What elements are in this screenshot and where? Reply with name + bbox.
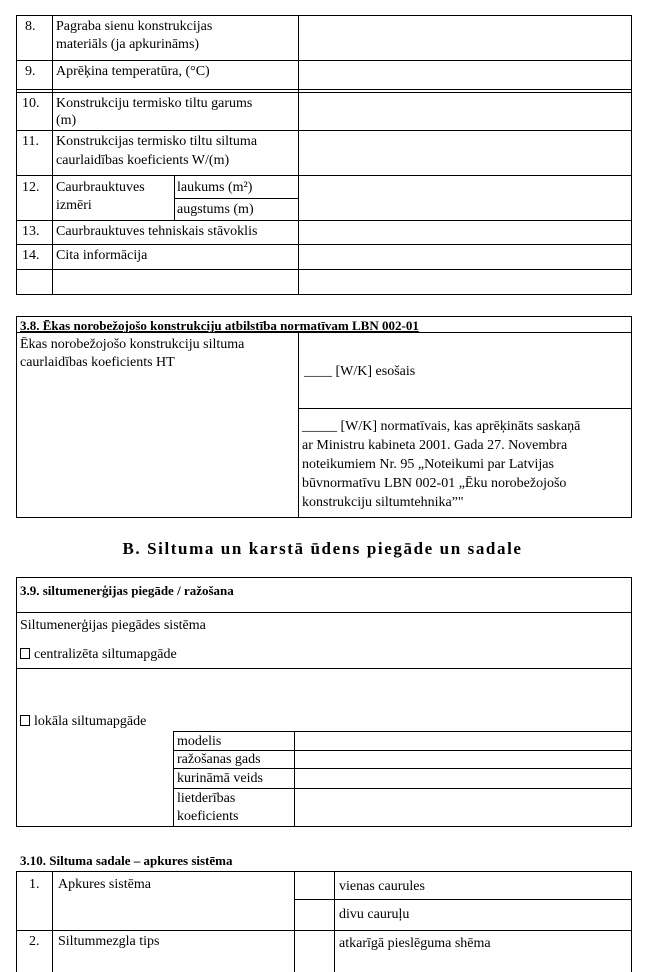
section-3-8-left-line2: caurlaidības koeficients HT	[20, 355, 175, 370]
section-3-8-norm-line2: ar Ministru kabineta 2001. Gada 27. Novembra	[302, 438, 568, 453]
row-8-label-line1: Pagraba sienu konstrukcijas	[56, 19, 213, 34]
section-3-8-norm-line1: _____ [W/K] normatīvais, kas aprēķināts saskaņā	[302, 419, 581, 434]
row-14-number: 14.	[22, 248, 40, 263]
option-single-pipe: vienas caurules	[339, 879, 425, 894]
row-10-number: 10.	[22, 96, 40, 111]
row-9-label: Aprēķina temperatūra, (°C)	[56, 64, 210, 79]
section-3-8-norm-line5: konstrukciju siltumtehnika”"	[302, 495, 464, 510]
row-14-label: Cita informācija	[56, 248, 148, 263]
row-10-label-line2: (m)	[56, 113, 77, 128]
section-b-heading: B. Siltuma un karstā ūdens piegāde un sadale	[122, 539, 523, 558]
s310-row-2-label: Siltummezgla tips	[58, 934, 160, 949]
section-3-8-left-line1: Ēkas norobežojošo konstrukciju siltuma	[20, 337, 245, 352]
s310-row-2-number: 2.	[29, 934, 40, 949]
row-8-label-line2: materiāls (ja apkurināms)	[56, 37, 200, 52]
s310-row-1-number: 1.	[29, 877, 40, 892]
row-12-sub-area: laukums (m²)	[177, 180, 253, 195]
row-10-label-line1: Konstrukciju termisko tiltu garums	[56, 96, 253, 111]
row-12-sub-height: augstums (m)	[177, 202, 254, 217]
section-3-9-title: 3.9. siltumenerģijas piegāde / ražošana	[20, 583, 234, 598]
option-two-pipe: divu cauruļu	[339, 907, 410, 922]
field-efficiency-label-line2: koeficients	[177, 809, 239, 824]
row-13-label: Caurbrauktuves tehniskais stāvoklis	[56, 224, 258, 239]
option-central-heating[interactable]: centralizēta siltumapgāde	[20, 646, 177, 663]
field-production-year-label: ražošanas gads	[177, 752, 261, 767]
section-3-8-norm-line4: būvnormatīvu LBN 002-01 „Ēku norobežojošo	[302, 476, 567, 491]
row-11-label-line2: caurlaidības koeficients W/(m)	[56, 153, 230, 168]
row-11-number: 11.	[22, 134, 39, 149]
row-12-number: 12.	[22, 180, 40, 195]
row-11-label-line1: Konstrukcijas termisko tiltu siltuma	[56, 134, 258, 149]
field-efficiency-label-line1: lietderības	[177, 791, 236, 806]
row-8-number: 8.	[25, 19, 36, 34]
row-13-number: 13.	[22, 224, 40, 239]
field-model-label: modelis	[177, 734, 222, 749]
section-3-10-title: 3.10. Siltuma sadale – apkures sistēma	[20, 853, 233, 868]
row-12-label-line2: izmēri	[56, 198, 92, 213]
section-3-8-existing: ____ [W/K] esošais	[304, 364, 416, 379]
section-3-8-norm-line3: noteikumiem Nr. 95 „Noteikumi par Latvijas	[302, 457, 554, 472]
field-fuel-type-label: kurināmā veids	[177, 771, 263, 786]
heat-supply-system-label: Siltumenerģijas piegādes sistēma	[20, 618, 206, 633]
s310-row-1-label: Apkures sistēma	[58, 877, 151, 892]
checkbox-icon[interactable]	[20, 715, 30, 726]
row-9-number: 9.	[25, 64, 36, 79]
option-local-heating[interactable]: lokāla siltumapgāde	[20, 713, 146, 730]
row-12-label-line1: Caurbrauktuves	[56, 180, 145, 195]
checkbox-icon[interactable]	[20, 648, 30, 659]
option-dependent-connection: atkarīgā pieslēguma shēma	[339, 936, 491, 951]
section-3-8-title: 3.8. Ēkas norobežojošo konstrukciju atbilstība normatīvam LBN 002-01	[20, 318, 419, 333]
